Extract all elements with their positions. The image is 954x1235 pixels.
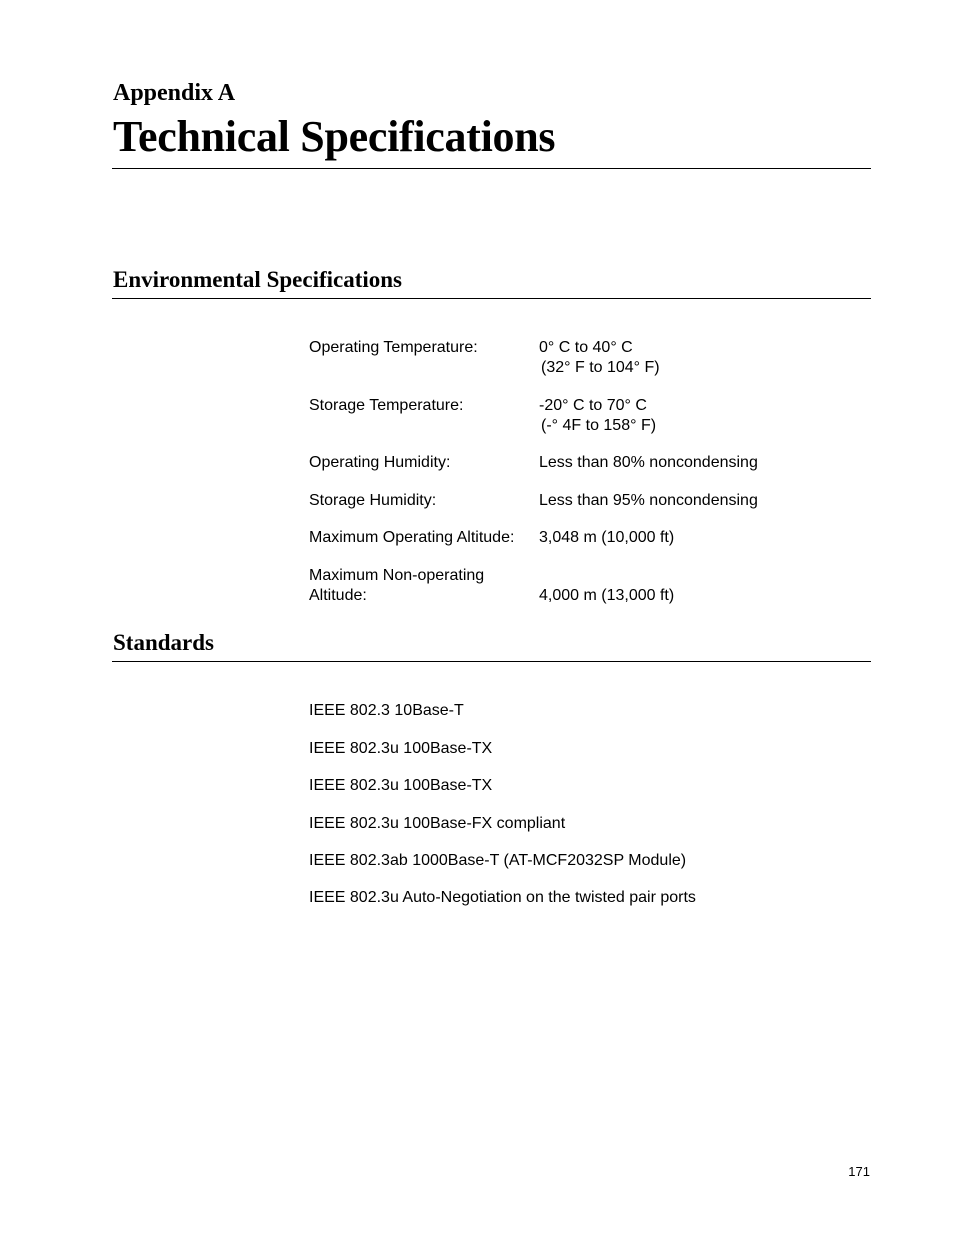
spec-value: Less than 80% noncondensing [539, 454, 758, 471]
spec-label: Storage Humidity: [309, 492, 437, 509]
page-title: Technical Specifications [113, 112, 556, 161]
standards-heading: Standards [113, 630, 214, 655]
spec-value: Less than 95% noncondensing [539, 492, 758, 509]
spec-label: Operating Temperature: [309, 339, 478, 356]
title-divider [112, 168, 871, 169]
spec-value: 4,000 m (13,000 ft) [539, 587, 675, 604]
spec-value-line: -20° C to 70° C [539, 397, 647, 414]
spec-label: Operating Humidity: [309, 454, 451, 471]
spec-value [539, 396, 869, 436]
standard-item: IEEE 802.3u Auto-Negotiation on the twisted pair ports [309, 889, 696, 906]
spec-label: Maximum Operating Altitude: [309, 529, 515, 546]
spec-value-line: 0° C to 40° C [539, 339, 633, 356]
spec-label: Storage Temperature: [309, 397, 464, 414]
spec-value: 3,048 m (10,000 ft) [539, 529, 675, 546]
spec-value-line: (-° 4F to 158° F) [541, 417, 657, 434]
spec-label-line: Altitude: [309, 587, 367, 604]
standard-item: IEEE 802.3u 100Base-FX compliant [309, 815, 566, 832]
standard-item: IEEE 802.3ab 1000Base-T (AT-MCF2032SP Module) [309, 852, 687, 869]
standard-item: IEEE 802.3 10Base-T [309, 702, 464, 719]
appendix-label: Appendix A [113, 80, 236, 106]
standard-item: IEEE 802.3u 100Base-TX [309, 777, 493, 794]
environmental-divider [112, 298, 871, 299]
spec-value [539, 338, 869, 378]
standard-item: IEEE 802.3u 100Base-TX [309, 740, 493, 757]
environmental-heading: Environmental Specifications [113, 267, 403, 292]
page-number: 171 [848, 1164, 870, 1179]
spec-label [309, 566, 537, 606]
spec-label-line: Maximum Non-operating [309, 567, 485, 584]
standards-divider [112, 661, 871, 662]
spec-value-line: (32° F to 104° F) [541, 359, 660, 376]
